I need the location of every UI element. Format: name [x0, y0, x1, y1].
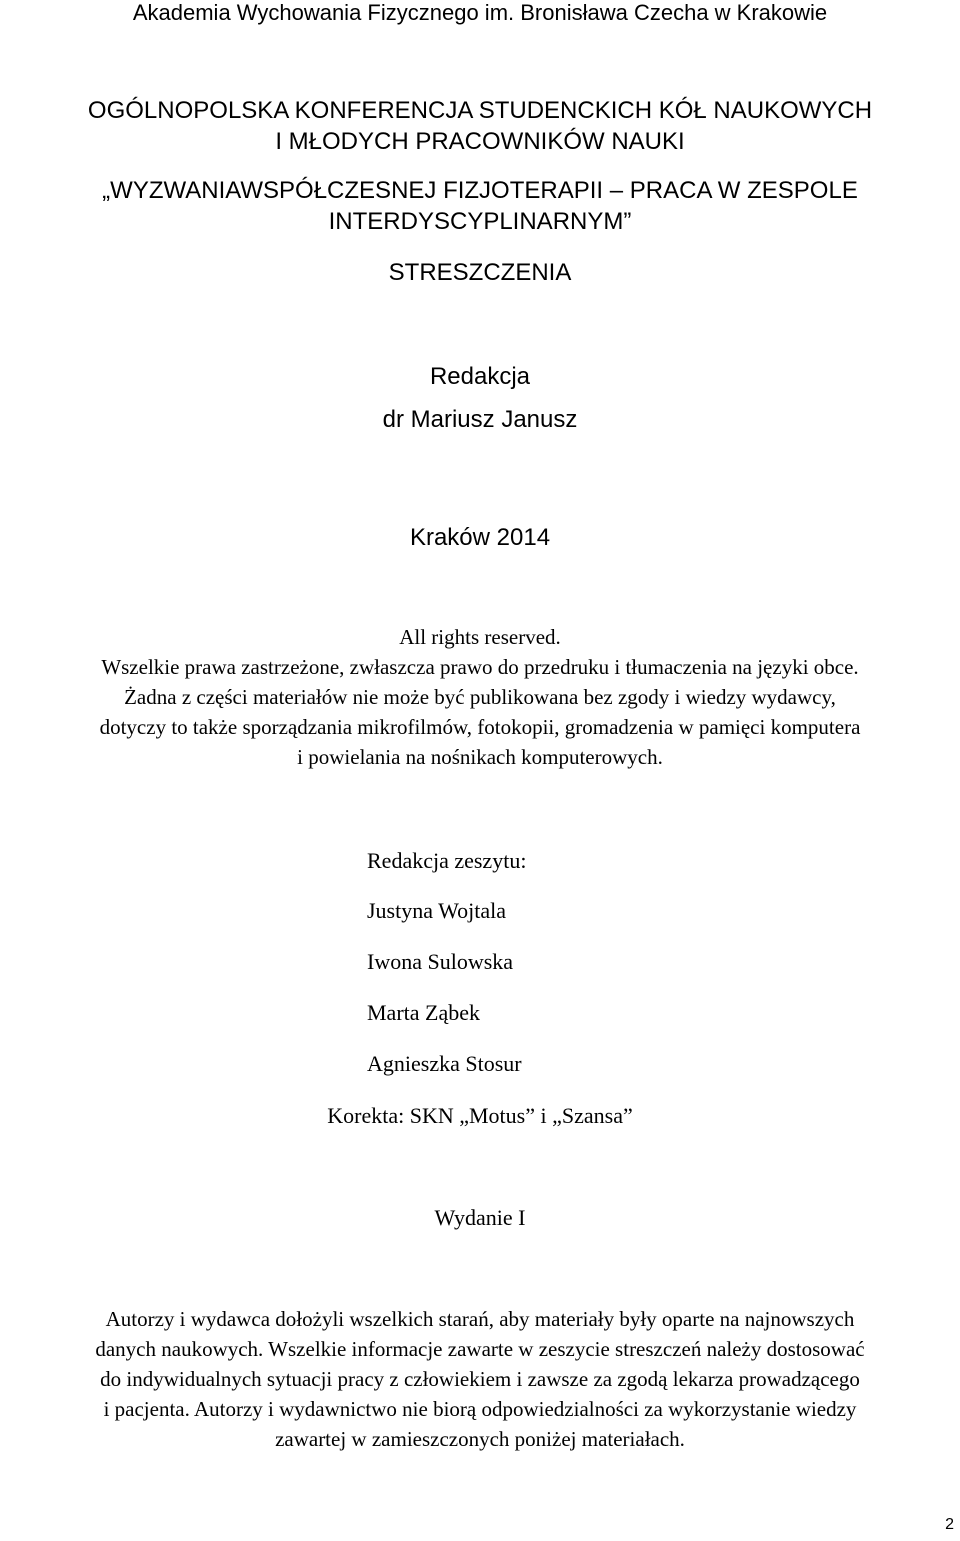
conference-title-line-2: I MŁODYCH PRACOWNIKÓW NAUKI: [275, 128, 685, 155]
rights-line-4: dotyczy to także sporządzania mikrofilmów, fotokopii, gromadzenia w pamięci komputera: [99, 715, 861, 739]
institution-header: Akademia Wychowania Fizycznego im. Bronisława Czecha w Krakowie: [132, 0, 828, 25]
rights-line-3: Żadna z części materiałów nie może być publikowana bez zgody i wiedzy wydawcy,: [124, 685, 836, 709]
disclaimer-line-2: danych naukowych. Wszelkie informacje zawarte w zeszycie streszczeń należy dostosować: [95, 1337, 865, 1361]
issue-editor-name: Marta Ząbek: [367, 1000, 480, 1025]
rights-line-2: Wszelkie prawa zastrzeżone, zwłaszcza prawo do przedruku i tłumaczenia na języki obce.: [101, 655, 859, 679]
conference-theme-line-1: „WYZWANIAWSPÓŁCZESNEJ FIZJOTERAPII – PRACA W ZESPOLE: [102, 177, 858, 204]
issue-editor-name: Iwona Sulowska: [367, 949, 514, 974]
edition: Wydanie I: [434, 1205, 526, 1230]
document-type: STRESZCZENIA: [388, 259, 572, 286]
editor-name: dr Mariusz Janusz: [382, 406, 578, 433]
conference-theme-line-2: INTERDYSCYPLINARNYM”: [328, 208, 632, 235]
issue-editors-label: Redakcja zeszytu:: [367, 848, 527, 873]
proofreading-credit: Korekta: SKN „Motus” i „Szansa”: [327, 1103, 633, 1128]
issue-editor-name: Agnieszka Stosur: [367, 1051, 522, 1076]
disclaimer-line-4: i pacjenta. Autorzy i wydawnictwo nie biorą odpowiedzialności za wykorzystanie wiedzy: [103, 1397, 857, 1421]
disclaimer-line-5: zawartej w zamieszczonych poniżej materiałach.: [275, 1427, 685, 1451]
place-year: Kraków 2014: [409, 524, 551, 551]
page-number: 2: [945, 1516, 954, 1533]
conference-title-line-1: OGÓLNOPOLSKA KONFERENCJA STUDENCKICH KÓŁ NAUKOWYCH: [87, 97, 873, 124]
issue-editor-name: Justyna Wojtala: [367, 898, 506, 923]
editor-label: Redakcja: [429, 363, 531, 390]
disclaimer-line-1: Autorzy i wydawca dołożyli wszelkich starań, aby materiały były oparte na najnowszych: [105, 1307, 855, 1331]
rights-line-1: All rights reserved.: [399, 625, 561, 649]
rights-line-5: i powielania na nośnikach komputerowych.: [297, 745, 663, 769]
disclaimer-line-3: do indywidualnych sytuacji pracy z człowiekiem i zawsze za zgodą lekarza prowadzącego: [100, 1367, 860, 1391]
